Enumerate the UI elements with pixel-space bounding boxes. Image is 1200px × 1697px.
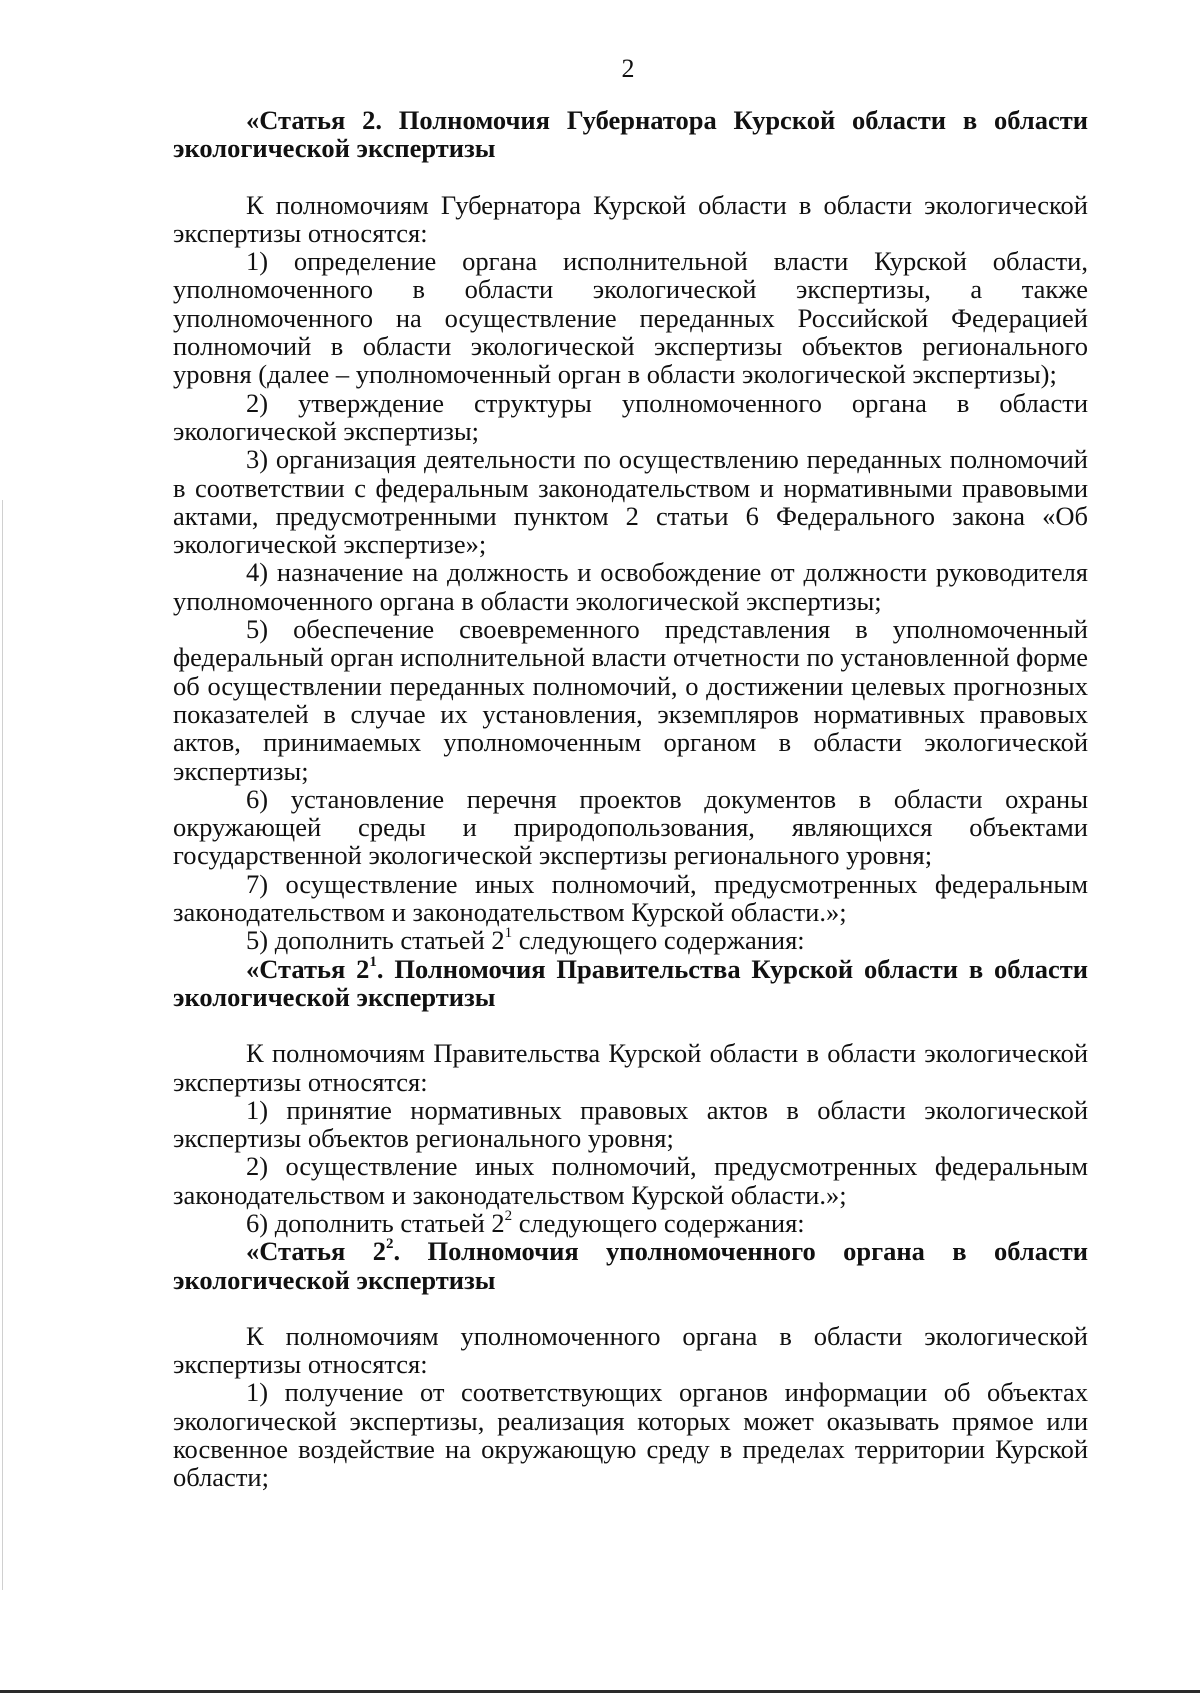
- text-after-superscript: следующего содержания:: [512, 925, 805, 956]
- text-after-superscript: . Полномочия уполномоченного органа в области экологической экспертизы: [173, 1236, 1088, 1295]
- superscript: 1: [504, 925, 513, 942]
- paragraph: 5) обеспечение своевременного представления в уполномоченный федеральный орган исполнительной власти отчетности по установленной форме об осуществлении переданных полномочий, о достижении целевых прогнозных показателей в случае их установления, экземпляров нормативных правовых актов, принимаемых уполномоченным органом в области экологической экспертизы;: [173, 614, 1088, 786]
- superscript: 2: [504, 1208, 513, 1225]
- paragraph: К полномочиям уполномоченного органа в области экологической экспертизы относятся:: [173, 1320, 1088, 1380]
- page-number: 2: [621, 54, 635, 83]
- paragraph: К полномочиям Губернатора Курской области в области экологической экспертизы относятся:: [173, 189, 1088, 248]
- paragraph: 1) определение органа исполнительной власти Курской области, уполномоченного в области экологической экспертизы, а также уполномоченного на осуществление переданных Российской Федерацией полномочий в области экологической экспертизы объектов регионального уровня (далее – уполномоченный орган в области экологической экспертизы);: [173, 246, 1088, 390]
- paragraph: [173, 926, 1088, 954]
- text-after-superscript: . Полномочия Правительства Курской области в области экологической экспертизы: [173, 953, 1088, 1012]
- scan-edge-bottom: [0, 1690, 1200, 1693]
- document-body: [173, 106, 1088, 1492]
- article-heading: [173, 1237, 1088, 1294]
- text-before-superscript: 5) дополнить статьей 2: [246, 925, 505, 956]
- paragraph: [173, 1209, 1088, 1237]
- superscript: 2: [385, 1236, 394, 1253]
- paragraph: 1) получение от соответствующих органов информации об объектах экологической экспертизы, реализация которых может оказывать прямое или косвенное воздействие на окружающую среду в пределах территории Курской области;: [173, 1377, 1088, 1493]
- text-before-superscript: «Статья 2: [246, 953, 370, 984]
- paragraph: 1) принятие нормативных правовых актов в области экологической экспертизы объектов регионального уровня;: [173, 1094, 1088, 1154]
- paragraph: 4) назначение на должность и освобождение от должности руководителя уполномоченного органа в области экологической экспертизы;: [173, 557, 1088, 616]
- text-after-superscript: следующего содержания:: [512, 1207, 805, 1238]
- text-before-superscript: 6) дополнить статьей 2: [246, 1207, 505, 1238]
- scan-edge-left: [2, 500, 3, 1590]
- article-heading: «Статья 2. Полномочия Губернатора Курской области в области экологической экспертизы: [173, 105, 1088, 164]
- article-heading: [173, 955, 1088, 1012]
- paragraph-gap: [173, 1294, 1088, 1322]
- paragraph: 2) осуществление иных полномочий, предусмотренных федеральным законодательством и законодательством Курской области.»;: [173, 1151, 1088, 1210]
- paragraph-gap: [173, 163, 1088, 191]
- paragraph-gap: [173, 1011, 1088, 1039]
- paragraph: 3) организация деятельности по осуществлению переданных полномочий в соответствии с федеральным законодательством и нормативными правовыми актами, предусмотренными пунктом 2 статьи 6 Федерального закона «Об экологической экспертизе»;: [173, 444, 1088, 560]
- paragraph: 6) установление перечня проектов документов в области охраны окружающей среды и природопользования, являющихся объектами государственной экологической экспертизы регионального уровня;: [173, 783, 1088, 871]
- paragraph: К полномочиям Правительства Курской области в области экологической экспертизы относятся:: [173, 1038, 1088, 1097]
- superscript: 1: [369, 953, 377, 970]
- paragraph: 7) осуществление иных полномочий, предусмотренных федеральным законодательством и законодательством Курской области.»;: [173, 868, 1088, 928]
- text-before-superscript: «Статья 2: [246, 1236, 386, 1267]
- paragraph: 2) утверждение структуры уполномоченного органа в области экологической экспертизы;: [173, 387, 1088, 446]
